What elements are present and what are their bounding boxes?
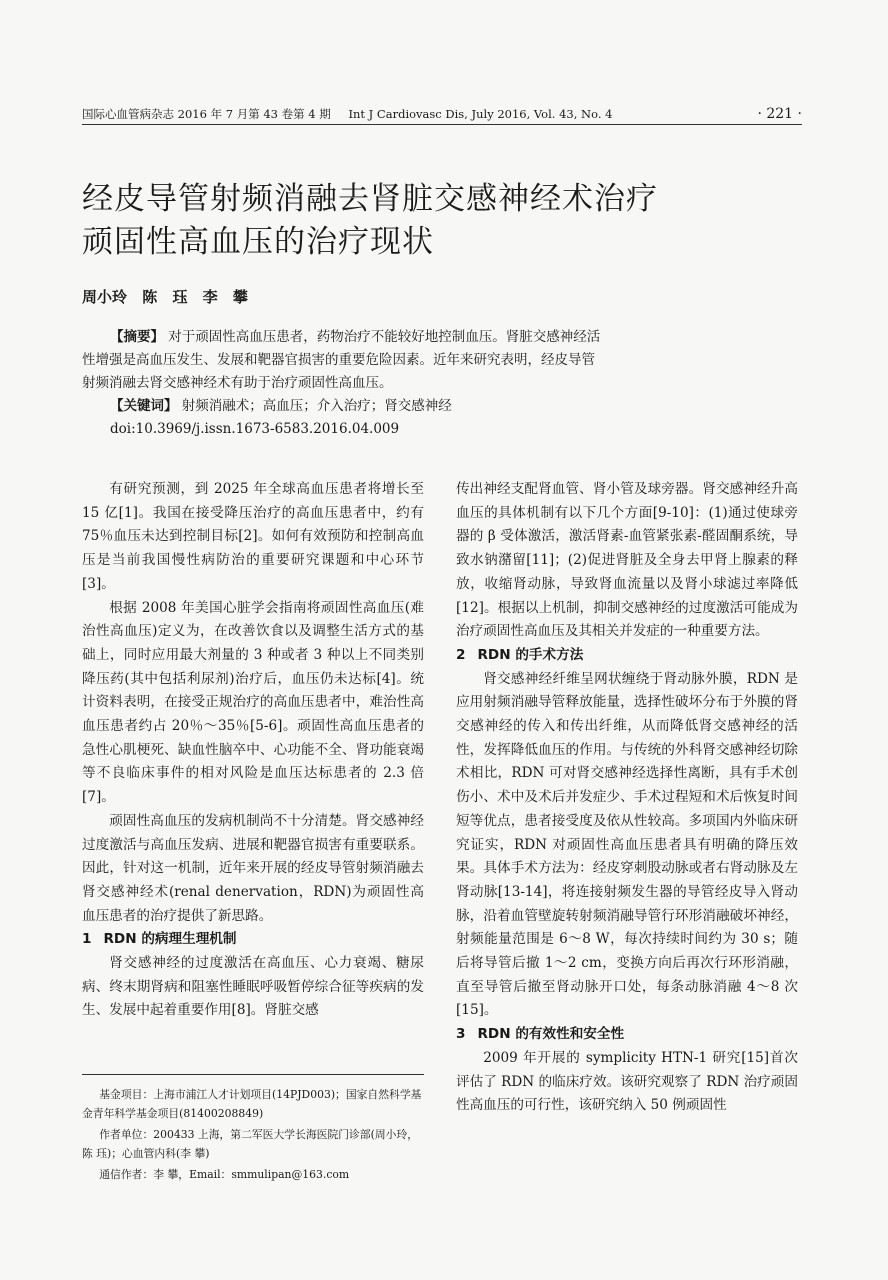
journal-name-en: Int J Cardiovasc Dis, July 2016, Vol. 43, No. 4	[348, 107, 613, 121]
abstract-line-2: 性增强是高血压发生、发展和靶器官损害的重要危险因素。近年来研究表明，经皮导管	[82, 352, 595, 368]
section-heading-1	[82, 928, 424, 952]
abstract-line-3: 射频消融去肾交感神经术有助于治疗顽固性高血压。	[82, 375, 393, 391]
section-heading-2	[456, 644, 798, 668]
section-number-3: 3	[456, 1026, 466, 1043]
left-column	[82, 478, 424, 1023]
right-paragraph-1: 传出神经支配肾血管、肾小管及球旁器。肾交感神经升高血压的具体机制有以下几个方面[9-10]：(1)通过使球旁器的 β 受体激活，激活肾素-血管紧张素-醛固酮系统，导致水钠潴留[11]；(2)促进肾脏及全身去甲肾上腺素的释放，收缩肾动脉，导致肾血流量以及肾小球滤过率降低[12]。根据以上机制，抑制交感神经的过度激活可能成为治疗顽固性高血压及其相关并发症的一种重要方法。	[456, 481, 798, 640]
section-number-1: 1	[82, 931, 92, 948]
section-heading-3	[456, 1023, 798, 1047]
footnote-correspondence: 通信作者：李 攀，Email：smmulipan@163.com	[99, 1168, 350, 1181]
author-list: 周小玲 陈 珏 李 攀	[82, 288, 248, 306]
abstract-label: 【摘要】	[110, 329, 164, 345]
article-title	[82, 178, 782, 264]
footnotes	[82, 1074, 424, 1186]
left-paragraph-3: 顽固性高血压的发病机制尚不十分清楚。肾交感神经过度激活与高血压发病、进展和靶器官损害有重要联系。因此，针对这一机制，近年来开展的经皮导管射频消融去肾交感神经术(renal denervation，RDN)为顽固性高血压患者的治疗提供了新思路。	[82, 812, 424, 924]
left-paragraph-2: 根据 2008 年美国心脏学会指南将顽固性高血压(难治性高血压)定义为，在改善饮食以及调整生活方式的基础上，同时应用最大剂量的 3 种或者 3 种以上不同类别降压药(其中包括利尿剂)治疗后，血压仍未达标[4]。统计资料表明，在接受正规治疗的高血压患者中，难治性高血压患者约占 20％～35％[5-6]。顽固性高血压患者的急性心肌梗死、缺血性脑卒中、心功能不全、肾功能衰竭等不良临床事件的相对风险是血压达标患者的 2.3 倍[7]。	[82, 599, 424, 806]
right-paragraph-2: 肾交感神经纤维呈网状缠绕于肾动脉外膜，RDN 是应用射频消融导管释放能量，选择性破坏分布于外膜的肾交感神经的传入和传出纤维，从而降低肾交感神经的活性，发挥降低血压的作用。与传统的外科肾交感神经切除术相比，RDN 可对肾交感神经选择性离断，具有手术创伤小、术中及术后并发症少、手术过程短和术后恢复时间短等优点，患者接受度及依从性较高。多项国内外临床研究证实，RDN 对顽固性高血压患者具有明确的降压效果。具体手术方法为：经皮穿刺股动脉或者右肾动脉及左肾动脉[13-14]，将连接射频发生器的导管经皮导入肾动脉，沿着血管壁旋转射频消融导管行环形消融破坏神经，射频能量范围是 6～8 W，每次持续时间约为 30 s；随后将导管后撤 1～2 cm，变换方向后再次行环形消融，直至导管后撤至肾动脉开口处，每条动脉消融 4～8 次[15]。	[456, 670, 798, 1019]
running-header	[82, 102, 802, 125]
footnote-fund: 基金项目：上海市浦江人才计划项目(14PJD003)；国家自然科学基金青年科学基金项目(81400208849)	[82, 1088, 422, 1120]
journal-name-cn: 国际心血管病杂志 2016 年 7 月第 43 卷第 4 期	[82, 107, 331, 121]
left-paragraph-4: 肾交感神经的过度激活在高血压、心力衰竭、糖尿病、终末期肾病和阻塞性睡眠呼吸暂停综合征等疾病的发生、发展中起着重要作用[8]。肾脏交感	[82, 955, 424, 1019]
doi-text: doi:10.3969/j.issn.1673-6583.2016.04.009	[110, 421, 400, 437]
page-number: · 221 ·	[757, 106, 802, 122]
keywords-label: 【关键词】	[110, 398, 178, 414]
abstract-block	[82, 326, 722, 441]
right-column	[456, 478, 798, 1118]
footnote-affiliation: 作者单位：200433 上海，第二军医大学长海医院门诊部(周小玲，陈 珏)；心血管内科(李 攀)	[82, 1128, 419, 1160]
title-line-2: 顽固性高血压的治疗现状	[82, 224, 434, 260]
title-line-1: 经皮导管射频消融去肾脏交感神经术治疗	[82, 181, 658, 217]
left-paragraph-1: 有研究预测，到 2025 年全球高血压患者将增长至 15 亿[1]。我国在接受降压治疗的高血压患者中，约有 75％血压未达到控制目标[2]。如何有效预防和控制高血压是当前我国慢性病防治的重要研究课题和中心环节[3]。	[82, 481, 424, 592]
section-number-2: 2	[456, 646, 466, 663]
section-title-2: RDN 的手术方法	[477, 646, 584, 663]
right-paragraph-3: 2009 年开展的 symplicity HTN-1 研究[15]首次评估了 RDN 的临床疗效。该研究观察了 RDN 治疗顽固性高血压的可行性，该研究纳入 50 例顽固性	[456, 1049, 798, 1114]
section-title-1: RDN 的病理生理机制	[103, 931, 237, 948]
abstract-line-1: 对于顽固性高血压患者，药物治疗不能较好地控制血压。肾脏交感神经活	[168, 329, 601, 345]
keywords-text: 射频消融术；高血压；介入治疗；肾交感神经	[181, 398, 452, 414]
section-title-3: RDN 的有效性和安全性	[477, 1026, 625, 1043]
